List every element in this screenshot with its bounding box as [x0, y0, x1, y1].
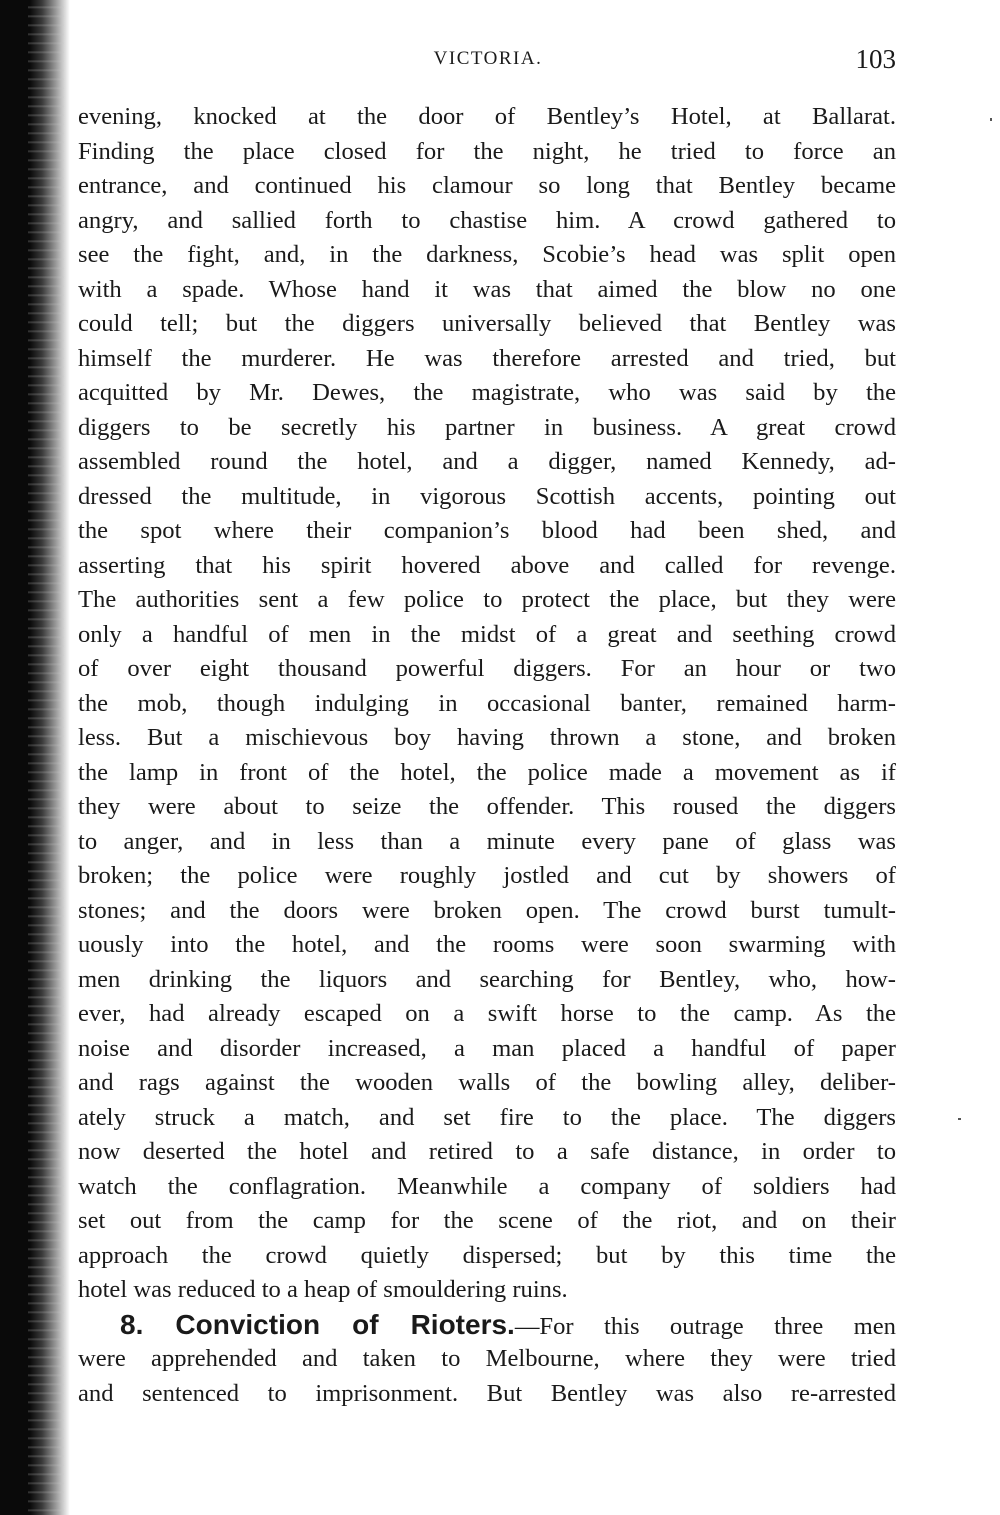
- text-line: stones; and the doors were broken open. The crowd burst tumult-: [78, 896, 896, 924]
- text-line: watch the conflagration. Meanwhile a company of soldiers had: [78, 1172, 896, 1200]
- page-number: 103: [855, 44, 896, 74]
- text-line: ever, had already escaped on a swift horse to the camp. As the: [78, 1000, 896, 1027]
- text-line: see the fight, and, in the darkness, Scobie’s head was split open: [78, 241, 896, 268]
- text-line: set out from the camp for the scene of the riot, and on their: [78, 1207, 896, 1234]
- text-line: The authorities sent a few police to protect the place, but they were: [78, 586, 896, 613]
- text-line: himself the murderer. He was therefore arrested and tried, but: [78, 344, 896, 372]
- text-line: Finding the place closed for the night, he tried to force an: [78, 137, 896, 165]
- text-line: to anger, and in less than a minute every pane of glass was: [78, 827, 896, 855]
- text-line: less. But a mischievous boy having thrown a stone, and broken: [78, 724, 896, 751]
- text-line: entrance, and continued his clamour so long that Bentley became: [78, 172, 896, 199]
- text-line: could tell; but the diggers universally believed that Bentley was: [78, 310, 896, 337]
- text-line: acquitted by Mr. Dewes, the magistrate, who was said by the: [78, 379, 896, 406]
- section-first-line-text: —For this outrage three men: [514, 1312, 896, 1340]
- text-line: of over eight thousand powerful diggers. For an hour or two: [78, 655, 896, 682]
- text-line: with a spade. Whose hand it was that aimed the blow no one: [78, 275, 896, 303]
- text-line: now deserted the hotel and retired to a safe distance, in order to: [78, 1138, 896, 1165]
- text-line: approach the crowd quietly dispersed; but by this time the: [78, 1241, 896, 1269]
- text-line: assembled round the hotel, and a digger, named Kennedy, ad-: [78, 448, 896, 475]
- text-line: the spot where their companion’s blood had been shed, and: [78, 517, 896, 544]
- scan-speck: [990, 118, 992, 121]
- text-line: angry, and sallied forth to chastise him. A crowd gathered to: [78, 206, 896, 234]
- text-line: broken; the police were roughly jostled and cut by showers of: [78, 862, 896, 889]
- text-line: evening, knocked at the door of Bentley’s Hotel, at Ballarat.: [78, 103, 896, 130]
- text-line: were apprehended and taken to Melbourne, where they were tried: [78, 1345, 896, 1372]
- scan-speck: [958, 1118, 961, 1120]
- text-line: noise and disorder increased, a man placed a handful of paper: [78, 1034, 896, 1062]
- running-head: [78, 44, 898, 84]
- text-line: and rags against the wooden walls of the bowling alley, deliber-: [78, 1069, 896, 1096]
- text-line: the lamp in front of the hotel, the police made a movement as if: [78, 758, 896, 786]
- text-line: asserting that his spirit hovered above and called for revenge.: [78, 551, 896, 579]
- body-text: [78, 100, 896, 1411]
- text-line: ately struck a match, and set fire to the place. The diggers: [78, 1103, 896, 1131]
- text-line: they were about to seize the offender. This roused the diggers: [78, 793, 896, 820]
- running-title: VICTORIA.: [433, 48, 543, 69]
- text-line: dressed the multitude, in vigorous Scottish accents, pointing out: [78, 482, 896, 510]
- text-line: uously into the hotel, and the rooms were soon swarming with: [78, 931, 896, 958]
- text-line: diggers to be secretly his partner in business. A great crowd: [78, 413, 896, 441]
- section-first-line: [78, 1308, 896, 1343]
- section-heading: 8. Conviction of Rioters.: [120, 1308, 515, 1340]
- text-line: only a handful of men in the midst of a great and seething crowd: [78, 620, 896, 648]
- text-line: and sentenced to imprisonment. But Bentley was also re-arrested: [78, 1379, 896, 1407]
- paragraph-last-line: hotel was reduced to a heap of smouldering ruins.: [78, 1276, 568, 1303]
- page-binding-speckle: [28, 0, 64, 1515]
- text-line: the mob, though indulging in occasional banter, remained harm-: [78, 689, 896, 717]
- text-line: men drinking the liquors and searching for Bentley, who, how-: [78, 965, 896, 993]
